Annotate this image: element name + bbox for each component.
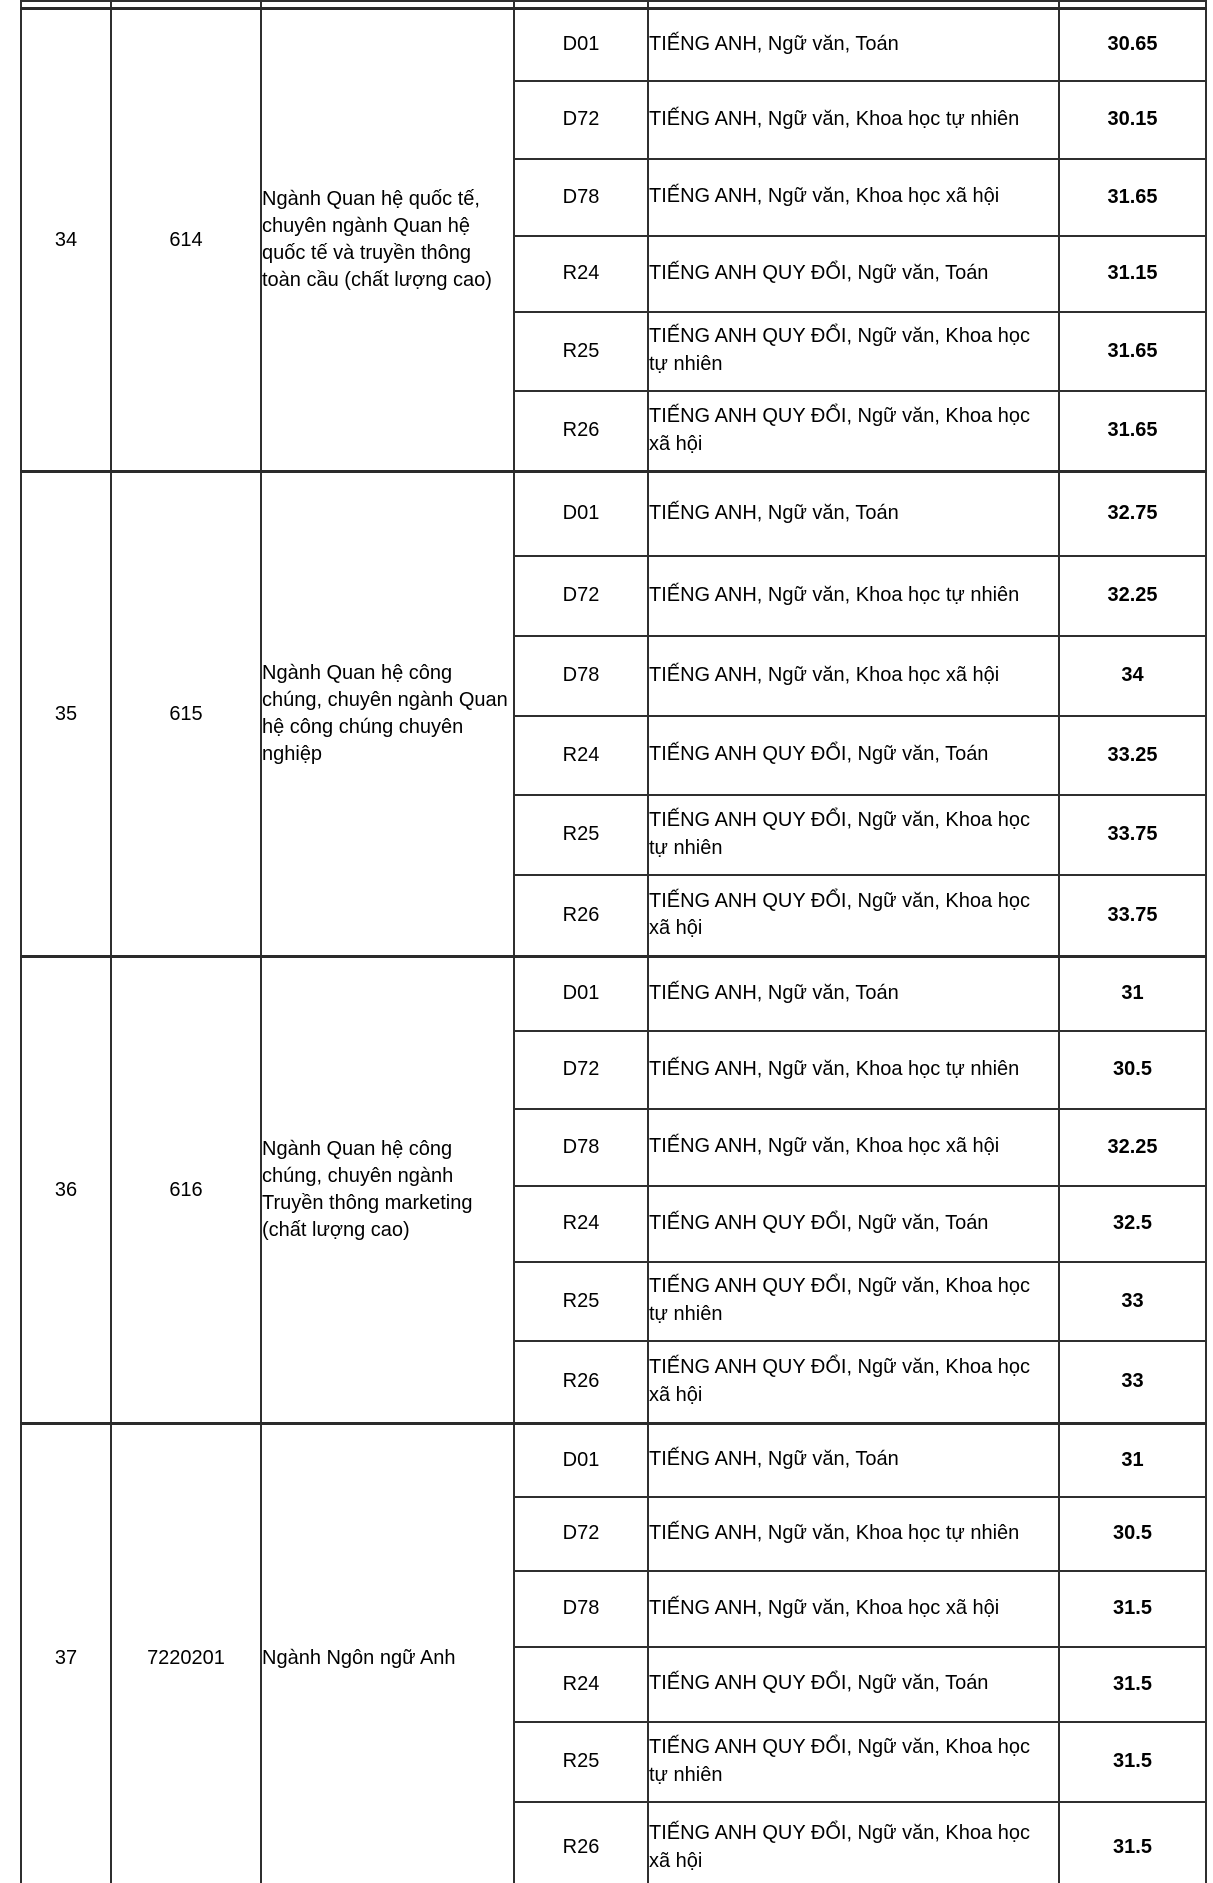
combo-cell: R24 <box>514 1647 648 1722</box>
subjects-text: TIẾNG ANH QUY ĐỔI, Ngữ văn, Khoa học tự nhiên <box>649 808 1030 859</box>
score-cell: 30.5 <box>1059 1031 1206 1109</box>
subjects-text: TIẾNG ANH QUY ĐỔI, Ngữ văn, Khoa học tự nhiên <box>649 1735 1030 1786</box>
score-cell: 31.5 <box>1059 1802 1206 1883</box>
table-row <box>21 957 1206 1031</box>
subjects-text: TIẾNG ANH, Ngữ văn, Khoa học tự nhiên <box>649 583 1020 606</box>
subjects-text: TIẾNG ANH QUY ĐỔI, Ngữ văn, Khoa học xã hội <box>649 1821 1030 1872</box>
score-cell: 31.5 <box>1059 1571 1206 1647</box>
combo-cell: R26 <box>514 391 648 472</box>
subjects-cell <box>648 1031 1059 1109</box>
subjects-text: TIẾNG ANH QUY ĐỔI, Ngữ văn, Toán <box>649 1211 989 1234</box>
subjects-text: TIẾNG ANH QUY ĐỔI, Ngữ văn, Khoa học xã hội <box>649 405 1030 455</box>
score-cell: 31.65 <box>1059 312 1206 391</box>
subjects-cell <box>648 391 1059 472</box>
subjects-cell <box>648 9 1059 81</box>
subjects-cell <box>648 795 1059 875</box>
combo-cell: D01 <box>514 9 648 81</box>
score-cell: 32.25 <box>1059 1109 1206 1186</box>
subjects-cell <box>648 81 1059 159</box>
subjects-cell <box>648 312 1059 391</box>
stt-cell: 36 <box>21 957 111 1424</box>
combo-cell: D72 <box>514 1497 648 1571</box>
subjects-text: TIẾNG ANH, Ngữ văn, Khoa học xã hội <box>649 1135 1000 1158</box>
stt-cell <box>21 1 111 9</box>
score-cell: 31 <box>1059 1424 1206 1497</box>
combo-cell: R25 <box>514 795 648 875</box>
subjects-cell <box>648 1497 1059 1571</box>
combo-cell: D72 <box>514 1031 648 1109</box>
subjects-text: TIẾNG ANH, Ngữ văn, Toán <box>649 501 899 524</box>
subjects-cell <box>648 1186 1059 1262</box>
subjects-text: TIẾNG ANH, Ngữ văn, Toán <box>649 981 899 1004</box>
score-cell: 33.75 <box>1059 795 1206 875</box>
score-cell <box>1059 1 1206 9</box>
combo-cell: D72 <box>514 81 648 159</box>
combo-cell: R26 <box>514 1802 648 1883</box>
major-cell: Ngành Quan hệ công chúng, chuyên ngành Truyền thông marketing (chất lượng cao) <box>261 957 514 1424</box>
subjects-cell <box>648 236 1059 312</box>
major-cell: Ngành Quan hệ công chúng, chuyên ngành Quan hệ công chúng chuyên nghiệp <box>261 472 514 957</box>
combo-cell: R25 <box>514 1722 648 1802</box>
combo-cell: R25 <box>514 312 648 391</box>
major-cell: Ngành Ngôn ngữ Anh <box>261 1424 514 1883</box>
subjects-cell <box>648 1424 1059 1497</box>
subjects-text: TIẾNG ANH, Ngữ văn, Khoa học tự nhiên <box>649 1521 1020 1544</box>
subjects-cell <box>648 1571 1059 1647</box>
subjects-cell <box>648 1262 1059 1341</box>
code-cell: 7220201 <box>111 1424 261 1883</box>
admission-scores-table <box>20 0 1207 1883</box>
score-cell: 34 <box>1059 636 1206 716</box>
subjects-text: TIẾNG ANH, Ngữ văn, Khoa học xã hội <box>649 663 1000 686</box>
code-cell: 616 <box>111 957 261 1424</box>
table-row <box>21 9 1206 81</box>
subjects-text: TIẾNG ANH, Ngữ văn, Toán <box>649 1448 899 1471</box>
subjects-text: TIẾNG ANH, Ngữ văn, Khoa học tự nhiên <box>649 107 1020 130</box>
subjects-text: TIẾNG ANH, Ngữ văn, Toán <box>649 32 899 55</box>
subjects-cell <box>648 1341 1059 1424</box>
score-cell: 30.5 <box>1059 1497 1206 1571</box>
subjects-cell <box>648 556 1059 636</box>
subjects-cell <box>648 1109 1059 1186</box>
subjects-cell <box>648 1 1059 9</box>
subjects-cell <box>648 1722 1059 1802</box>
subjects-cell <box>648 636 1059 716</box>
subjects-text: TIẾNG ANH QUY ĐỔI, Ngữ văn, Khoa học xã hội <box>649 1356 1030 1406</box>
subjects-cell <box>648 716 1059 795</box>
score-cell: 31.5 <box>1059 1647 1206 1722</box>
score-cell: 32.25 <box>1059 556 1206 636</box>
code-cell <box>111 1 261 9</box>
score-cell: 31.5 <box>1059 1722 1206 1802</box>
score-cell: 33 <box>1059 1341 1206 1424</box>
subjects-text: TIẾNG ANH, Ngữ văn, Khoa học tự nhiên <box>649 1057 1020 1080</box>
stt-cell: 35 <box>21 472 111 957</box>
code-cell: 614 <box>111 9 261 472</box>
score-cell: 33.25 <box>1059 716 1206 795</box>
subjects-cell <box>648 1802 1059 1883</box>
subjects-text: TIẾNG ANH QUY ĐỔI, Ngữ văn, Toán <box>649 1672 989 1695</box>
combo-cell: R24 <box>514 236 648 312</box>
combo-cell: D78 <box>514 636 648 716</box>
subjects-cell <box>648 875 1059 957</box>
combo-cell: R25 <box>514 1262 648 1341</box>
combo-cell: D78 <box>514 159 648 236</box>
score-cell: 30.65 <box>1059 9 1206 81</box>
score-cell: 30.15 <box>1059 81 1206 159</box>
score-cell: 32.5 <box>1059 1186 1206 1262</box>
score-cell: 31.15 <box>1059 236 1206 312</box>
table-row-clipped-top <box>21 1 1206 9</box>
combo-cell: D78 <box>514 1109 648 1186</box>
combo-cell: D01 <box>514 1424 648 1497</box>
subjects-text: TIẾNG ANH, Ngữ văn, Khoa học xã hội <box>649 185 1000 208</box>
subjects-text: TIẾNG ANH, Ngữ văn, Khoa học xã hội <box>649 1596 1000 1619</box>
code-cell: 615 <box>111 472 261 957</box>
combo-cell: R26 <box>514 875 648 957</box>
subjects-text: TIẾNG ANH QUY ĐỔI, Ngữ văn, Khoa học xã hội <box>649 889 1030 940</box>
combo-cell: R24 <box>514 1186 648 1262</box>
combo-cell <box>514 1 648 9</box>
score-cell: 31.65 <box>1059 391 1206 472</box>
score-cell: 33 <box>1059 1262 1206 1341</box>
score-cell: 33.75 <box>1059 875 1206 957</box>
score-cell: 31.65 <box>1059 159 1206 236</box>
combo-cell: D78 <box>514 1571 648 1647</box>
stt-cell: 34 <box>21 9 111 472</box>
subjects-cell <box>648 1647 1059 1722</box>
major-cell <box>261 1 514 9</box>
combo-cell: R26 <box>514 1341 648 1424</box>
combo-cell: D72 <box>514 556 648 636</box>
subjects-cell <box>648 159 1059 236</box>
subjects-text: TIẾNG ANH QUY ĐỔI, Ngữ văn, Toán <box>649 261 989 284</box>
score-cell: 31 <box>1059 957 1206 1031</box>
combo-cell: D01 <box>514 957 648 1031</box>
score-cell: 32.75 <box>1059 472 1206 556</box>
table-row <box>21 472 1206 556</box>
subjects-text: TIẾNG ANH QUY ĐỔI, Ngữ văn, Khoa học tự nhiên <box>649 1275 1030 1325</box>
subjects-text: TIẾNG ANH QUY ĐỔI, Ngữ văn, Khoa học tự nhiên <box>649 325 1030 375</box>
combo-cell: R24 <box>514 716 648 795</box>
subjects-cell <box>648 957 1059 1031</box>
table-row <box>21 1424 1206 1497</box>
subjects-text: TIẾNG ANH QUY ĐỔI, Ngữ văn, Toán <box>649 743 989 766</box>
subjects-cell <box>648 472 1059 556</box>
stt-cell: 37 <box>21 1424 111 1883</box>
combo-cell: D01 <box>514 472 648 556</box>
major-cell: Ngành Quan hệ quốc tế, chuyên ngành Quan hệ quốc tế và truyền thông toàn cầu (chất lượng cao) <box>261 9 514 472</box>
